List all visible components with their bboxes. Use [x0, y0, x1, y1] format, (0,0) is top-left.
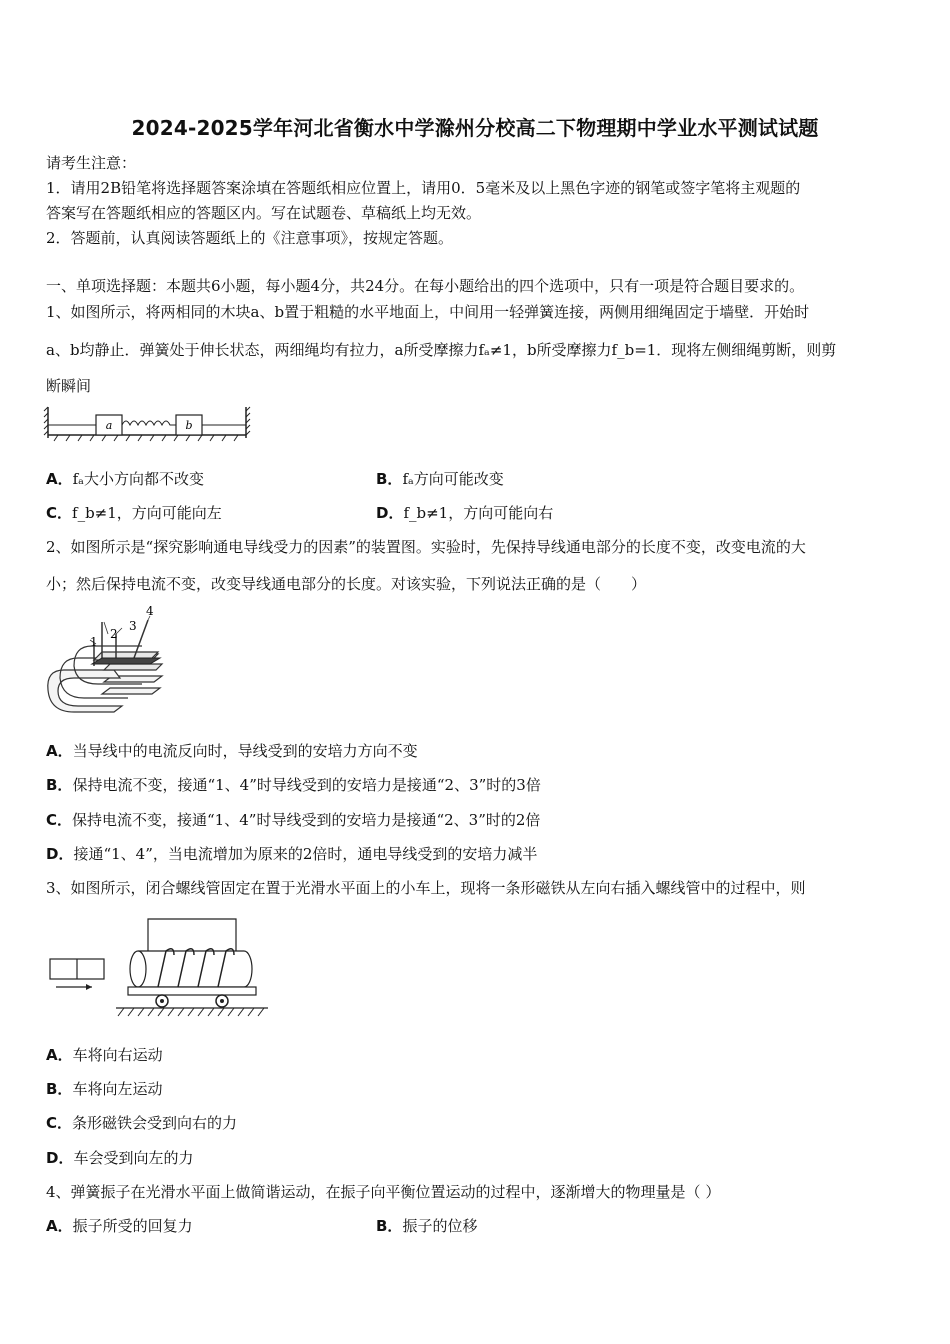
- q2-option-c[interactable]: C．保持电流不变，接通“1、4”时导线受到的安培力是接通“2、3”时的2倍: [46, 811, 541, 829]
- question-1-text: 断瞬间: [46, 377, 92, 395]
- q2-option-a[interactable]: A．当导线中的电流反向时，导线受到的安培力方向不变: [46, 742, 418, 760]
- block-b-label: b: [185, 419, 193, 432]
- question-1-text: a、b均静止．弹簧处于伸长状态，两细绳均有拉力，a所受摩擦力fₐ≠1，b所受摩擦力f_b=1．现将左侧细绳剪断，则剪: [46, 341, 837, 359]
- question-4-text: 4、弹簧振子在光滑水平面上做简谐运动，在振子向平衡位置运动的过程中，逐渐增大的物理量是（ ）: [46, 1183, 721, 1201]
- q3-option-a[interactable]: A．车将向右运动: [46, 1046, 163, 1064]
- notice-line: 答案写在答题纸相应的答题区内。写在试题卷、草稿纸上均无效。: [46, 204, 482, 222]
- spring: [122, 421, 176, 425]
- notice-line: 2．答题前，认真阅读答题纸上的《注意事项》，按规定答题。: [46, 229, 454, 247]
- q1-option-b[interactable]: B．fₐ方向可能改变: [376, 470, 504, 488]
- q3-option-d[interactable]: D．车会受到向左的力: [46, 1149, 194, 1167]
- notice-line: 1．请用2B铅笔将选择题答案涂填在答题纸相应位置上，请用0．5毫米及以上黑色字迹的钢笔或签字笔将主观题的: [46, 179, 801, 197]
- question-2-text: 小；然后保持电流不变，改变导线通电部分的长度。对该实验，下列说法正确的是（ ）: [46, 575, 647, 593]
- label-4: 4: [146, 604, 154, 618]
- label-3: 3: [129, 619, 137, 633]
- q1-option-a[interactable]: A．fₐ大小方向都不改变: [46, 470, 204, 488]
- q4-option-b[interactable]: B．振子的位移: [376, 1217, 478, 1235]
- question-1-text: 1、如图所示，将两相同的木块a、b置于粗糙的水平地面上，中间用一轻弹簧连接，两侧用细绳固定于墙壁．开始时: [46, 303, 810, 321]
- q2-magnet-wire-figure: [44, 600, 174, 720]
- q1-blocks-spring-figure: [44, 405, 254, 445]
- q4-option-a[interactable]: A．振子所受的回复力: [46, 1217, 193, 1235]
- question-2-text: 2、如图所示是“探究影响通电导线受力的因素”的装置图。实验时，先保持导线通电部分的长度不变，改变电流的大: [46, 538, 806, 556]
- notice-heading: 请考生注意：: [46, 154, 137, 172]
- q2-option-d[interactable]: D．接通“1、4”，当电流增加为原来的2倍时，通电导线受到的安培力减半: [46, 845, 538, 863]
- question-3-text: 3、如图所示，闭合螺线管固定在置于光滑水平面上的小车上，现将一条形磁铁从左向右插入螺线管中的过程中，则: [46, 879, 806, 897]
- q1-option-d[interactable]: D．f_b≠1，方向可能向右: [376, 504, 554, 522]
- q1-option-c[interactable]: C．f_b≠1，方向可能向左: [46, 504, 222, 522]
- q3-option-c[interactable]: C．条形磁铁会受到向右的力: [46, 1114, 238, 1132]
- page-title: 2024-2025学年河北省衡水中学滁州分校高二下物理期中学业水平测试试题: [131, 116, 819, 140]
- q3-option-b[interactable]: B．车将向左运动: [46, 1080, 163, 1098]
- block-a-label: a: [105, 419, 113, 432]
- section-heading: 一、单项选择题：本题共6小题，每小题4分，共24分。在每小题给出的四个选项中，只有一项是符合题目要求的。: [46, 277, 805, 295]
- q2-option-b[interactable]: B．保持电流不变，接通“1、4”时导线受到的安培力是接通“2、3”时的3倍: [46, 776, 541, 794]
- q3-solenoid-cart-figure: [46, 915, 276, 1025]
- cart: [128, 987, 256, 995]
- label-2: 2: [110, 627, 118, 641]
- label-1: 1: [90, 635, 98, 649]
